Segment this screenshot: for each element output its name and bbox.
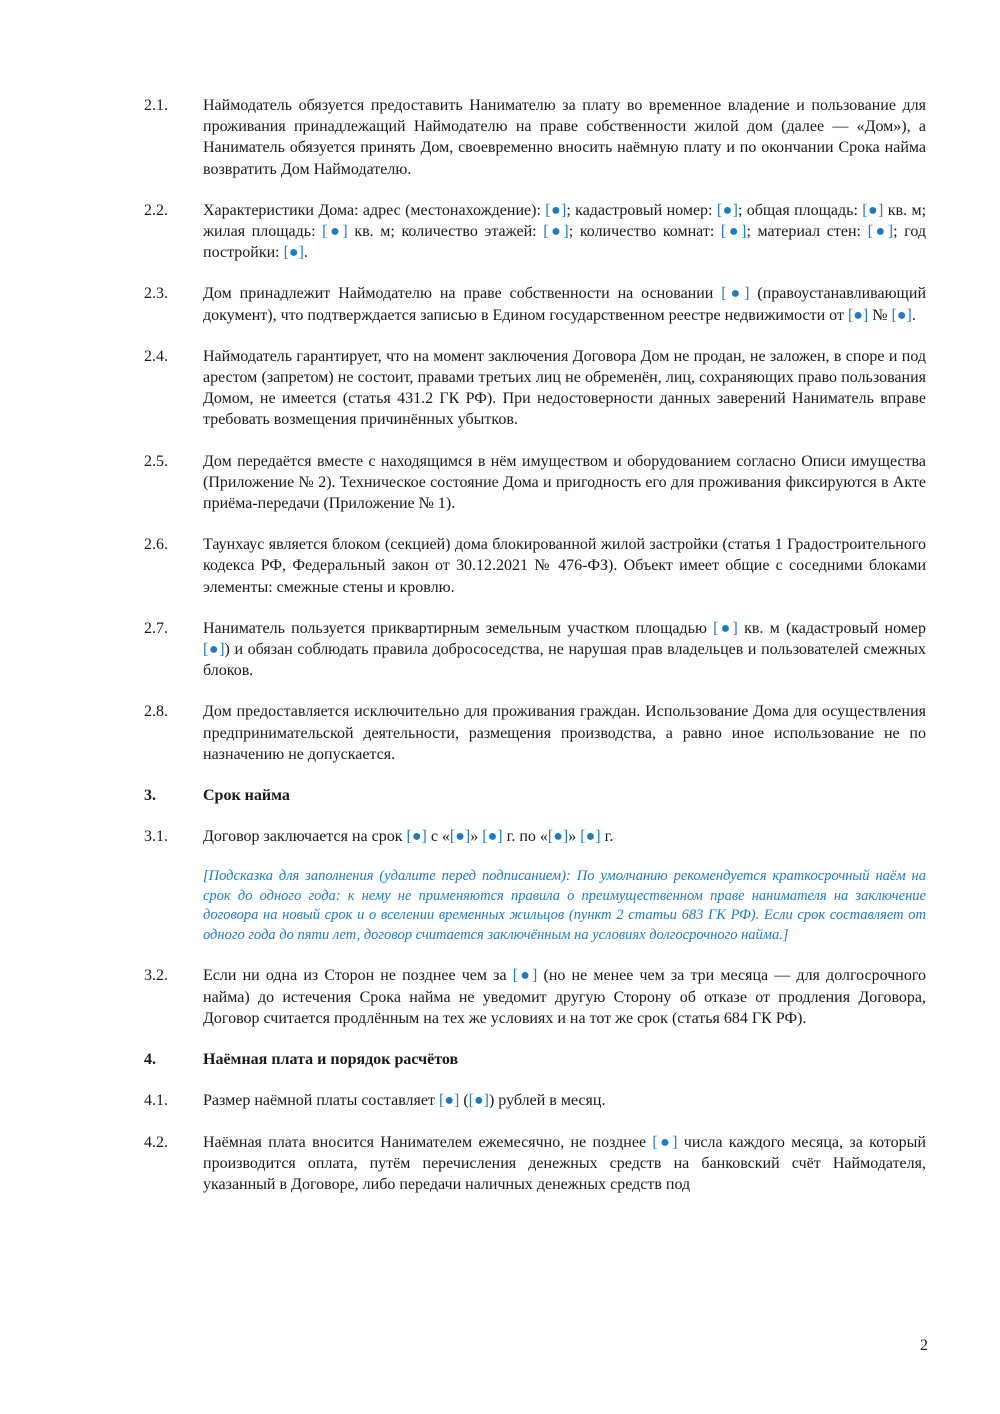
placeholder-field[interactable]: [●] <box>543 223 569 241</box>
page-content <box>144 95 926 1215</box>
clause-number: 4.1. <box>144 1092 168 1110</box>
placeholder-field[interactable]: [●] <box>713 619 738 637</box>
clause-2-1 <box>144 95 926 180</box>
clause-number: 2.8. <box>144 703 168 721</box>
text-run: кв. м; количество этажей: <box>347 223 544 241</box>
text-run: ; количество комнат: <box>568 223 721 241</box>
clause-text: Наймодатель обязуется предоставить Нанимателю за плату во временное владение и пользование для проживания принадлежащий Наймодателю на праве собственности жилой дом (далее — «Дом»), а Наниматель обязуется принять Дом, своевременно вносить наёмную плату и по окончании Срока найма возвратить Дом Наймодателю. <box>203 97 926 178</box>
section-heading-4 <box>144 1049 926 1070</box>
text-run: . <box>303 244 308 262</box>
text-run: . <box>911 306 916 324</box>
text-run: Наниматель пользуется приквартирным земельным участком площадью <box>203 619 714 637</box>
text-run: Наёмная плата вносится Нанимателем ежемесячно, не позднее <box>203 1133 653 1151</box>
text-run: ; год постройки: <box>203 223 927 262</box>
placeholder-field[interactable]: [●] <box>547 828 569 846</box>
text-run: ; материал стен: <box>746 223 868 241</box>
clause-text: Дом передаётся вместе с находящимся в нём имуществом и оборудованием согласно Описи имущества (Приложение № 2). Техническое состояние Дома и пригодность его для проживания фиксируются в Акте приёма-передачи (Приложение № 1). <box>203 452 926 513</box>
clause-number: 2.3. <box>144 285 168 303</box>
text-run: ; общая площадь: <box>737 201 863 219</box>
clause-2-8 <box>144 701 926 765</box>
clause-text: Наймодатель гарантирует, что на момент заключения Договора Дом не продан, не заложен, в споре и под арестом (запретом) не состоит, правами третьих лиц не обременён, лиц, сохраняющих право пользования Домом, не имеется (статья 431.2 ГК РФ). При недостоверности данных заверений Наниматель вправе требовать возмещения причинённых убытков. <box>203 347 926 429</box>
placeholder-field[interactable]: [●] <box>891 306 912 324</box>
text-run: числа каждого месяца, за который производится оплата, путём перечисления денежных средств на банковский счёт Наймодателя, указанный в Договоре, либо передачи наличных денежных средств под <box>203 1133 926 1193</box>
clause-text <box>203 1090 926 1111</box>
clause-text <box>203 200 926 264</box>
placeholder-field[interactable]: [●] <box>283 244 304 262</box>
page-number: 2 <box>920 1337 928 1354</box>
placeholder-field[interactable]: [●] <box>322 223 348 241</box>
section-title: Срок найма <box>203 787 290 805</box>
clause-4-2 <box>144 1132 926 1196</box>
section-title: Наёмная плата и порядок расчётов <box>203 1051 459 1069</box>
text-run: ) и обязан соблюдать правила добрососедства, не нарушая прав владельцев и пользователей смежных блоков. <box>203 641 927 680</box>
placeholder-field[interactable]: [●] <box>482 828 503 846</box>
clause-2-4 <box>144 346 926 431</box>
clause-2-7 <box>144 618 926 682</box>
clause-number: 2.5. <box>144 452 168 470</box>
clause-text: Таунхаус является блоком (секцией) дома блокированной жилой застройки (статья 1 Градостроительного кодекса РФ, Федеральный закон от 30.12.2021 № 476-ФЗ). Объект имеет общие с соседними блоками элементы: смежные стены и кровлю. <box>203 536 926 596</box>
placeholder-field[interactable]: [●] <box>847 306 869 324</box>
section-heading-3 <box>144 785 926 806</box>
clause-2-5 <box>144 451 926 515</box>
clause-text: Дом предоставляется исключительно для проживания граждан. Использование Дома для осуществления предпринимательской деятельности, размещения производства, а равно иное использование не по назначению не допускается. <box>203 703 926 763</box>
clause-number: 4.2. <box>144 1133 168 1151</box>
text-run: ) рублей в месяц. <box>488 1092 606 1110</box>
clause-4-1 <box>144 1090 926 1111</box>
clause-2-3 <box>144 283 926 325</box>
clause-text <box>203 618 926 682</box>
clause-3-1 <box>144 826 926 847</box>
clause-2-6 <box>144 534 926 598</box>
section-number: 3. <box>144 787 156 805</box>
placeholder-field[interactable]: [●] <box>449 828 471 846</box>
text-run: (но не менее чем за три месяца — для долгосрочного найма) до истечения Срока найма не уведомит другую Сторону об отказе от продления Договора, Договор считается продлённым на тех же условиях и на тот же срок (статья 684 ГК РФ). <box>203 967 926 1027</box>
clause-number: 3.2. <box>144 967 168 985</box>
clause-number: 2.2. <box>144 201 168 219</box>
placeholder-field[interactable]: [●] <box>720 223 747 241</box>
text-run: ; кадастровый номер: <box>566 201 717 219</box>
clause-number: 2.7. <box>144 619 168 637</box>
text-run: г. <box>600 828 614 846</box>
filling-hint: [Подсказка для заполнения (удалите перед подписанием): По умолчанию рекомендуется краткосрочный наём на срок до одного года: к нему не применяются правила о преимущественном праве нанимателя на заключение договора на новый срок и о вселении временных жильцов (пункт 2 статьи 683 ГК РФ). Если срок составляет от одного года до пяти лет, договор считается заключённым на условиях долгосрочного найма.] <box>203 868 926 943</box>
placeholder-field[interactable]: [●] <box>468 1092 489 1110</box>
text-run: Договор заключается на срок <box>203 828 407 846</box>
clause-2-2 <box>144 200 926 264</box>
text-run: г. по « <box>502 828 548 846</box>
text-run: Если ни одна из Сторон не позднее чем за <box>203 967 513 985</box>
clause-3-2 <box>144 965 926 1029</box>
text-run: № <box>868 306 892 324</box>
placeholder-field[interactable]: [●] <box>545 201 567 219</box>
clause-number: 2.4. <box>144 347 168 365</box>
text-run: кв. м (кадастровый номер <box>737 619 926 637</box>
clause-number: 2.6. <box>144 536 168 554</box>
clause-number: 3.1. <box>144 828 168 846</box>
placeholder-field[interactable]: [●] <box>652 1133 678 1151</box>
section-number: 4. <box>144 1051 156 1069</box>
clause-text <box>203 826 926 847</box>
placeholder-field[interactable]: [●] <box>862 201 884 219</box>
text-run: » <box>470 828 483 846</box>
clause-text <box>203 1132 926 1196</box>
text-run: ( <box>459 1092 469 1110</box>
placeholder-field[interactable]: [●] <box>203 641 225 659</box>
placeholder-field[interactable]: [●] <box>721 285 750 303</box>
text-run: Размер наёмной платы составляет <box>203 1092 439 1110</box>
placeholder-field[interactable]: [●] <box>867 223 894 241</box>
text-run: с « <box>426 828 450 846</box>
text-run: Характеристики Дома: адрес (местонахождение): <box>203 201 546 219</box>
placeholder-field[interactable]: [●] <box>512 967 538 985</box>
placeholder-field[interactable]: [●] <box>438 1092 460 1110</box>
placeholder-field[interactable]: [●] <box>716 201 738 219</box>
placeholder-field[interactable]: [●] <box>406 828 427 846</box>
placeholder-field[interactable]: [●] <box>580 828 601 846</box>
text-run: » <box>568 828 581 846</box>
text-run: Дом принадлежит Наймодателю на праве собственности на основании <box>203 285 722 303</box>
clause-text <box>203 283 926 325</box>
clause-text <box>203 965 926 1029</box>
clause-number: 2.1. <box>144 97 168 114</box>
text-run: (правоустанавливающий документ), что подтверждается записью в Едином государственном реестре недвижимости от <box>203 285 927 324</box>
text-run: кв. м; жилая площадь: <box>203 201 927 241</box>
